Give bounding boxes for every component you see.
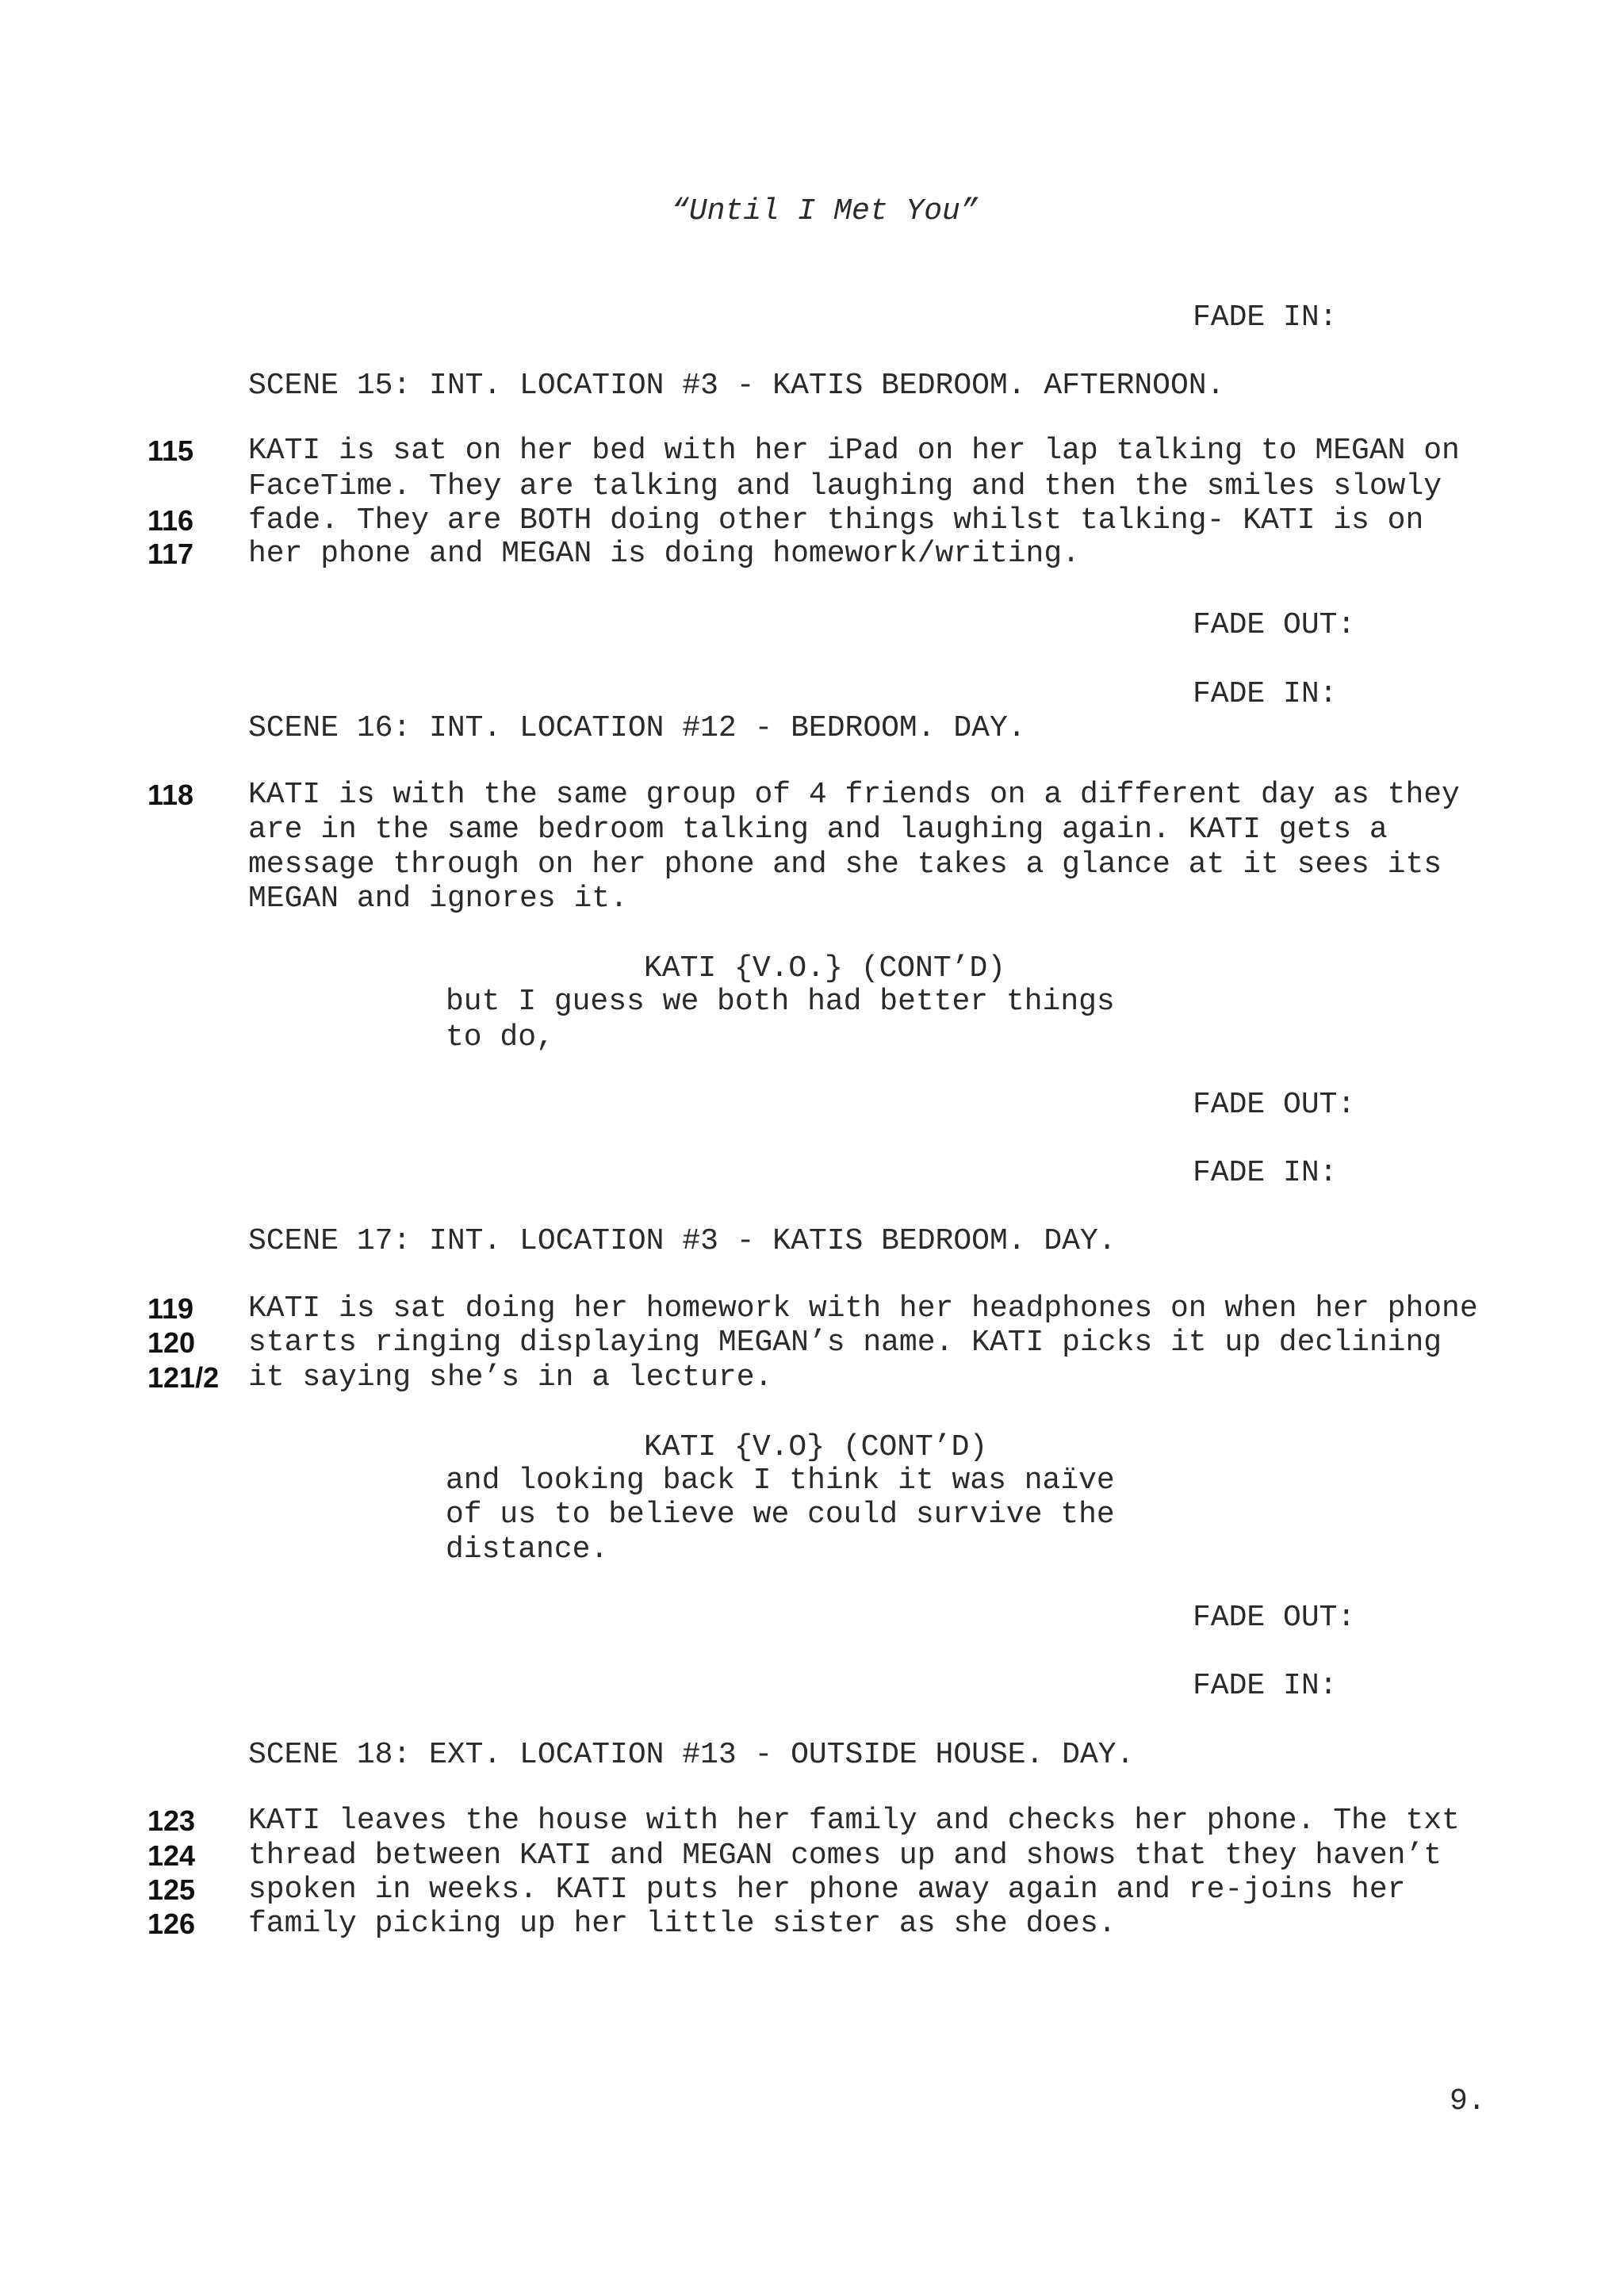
shot-number: 117 [147, 538, 194, 570]
shot-number: 120 [147, 1326, 196, 1359]
action-line: thread between KATI and MEGAN comes up and shows that they haven’t [248, 1839, 1442, 1873]
fade-out-transition: FADE OUT: [1193, 1088, 1356, 1122]
dialogue-line: distance. [446, 1533, 609, 1567]
fade-in-transition: FADE IN: [1193, 1156, 1338, 1190]
dialogue-line: to do, [446, 1020, 554, 1054]
scene-heading: SCENE 18: EXT. LOCATION #13 - OUTSIDE HOUSE. DAY. [248, 1738, 1135, 1772]
dialogue-line: but I guess we both had better things [446, 985, 1115, 1019]
action-line: fade. They are BOTH doing other things whilst talking- KATI is on [248, 503, 1424, 538]
scene-heading: SCENE 17: INT. LOCATION #3 - KATIS BEDROOM. DAY. [248, 1224, 1116, 1258]
action-line: starts ringing displaying MEGAN’s name. KATI picks it up declining [248, 1326, 1442, 1360]
shot-number: 118 [147, 779, 194, 811]
action-line: FaceTime. They are talking and laughing and then the smiles slowly [248, 469, 1442, 503]
action-line: KATI is sat doing her homework with her headphones on when her phone [248, 1292, 1478, 1326]
shot-number: 126 [147, 1908, 196, 1940]
character-cue: KATI {V.O.} (CONT’D) [644, 951, 1006, 985]
fade-in-transition: FADE IN: [1193, 300, 1338, 335]
action-line: are in the same bedroom talking and laughing again. KATI gets a [248, 813, 1388, 847]
action-line: spoken in weeks. KATI puts her phone away again and re-joins her [248, 1873, 1406, 1907]
action-line: KATI is sat on her bed with her iPad on her lap talking to MEGAN on [248, 434, 1460, 468]
action-line: MEGAN and ignores it. [248, 882, 628, 916]
fade-out-transition: FADE OUT: [1193, 1601, 1356, 1635]
dialogue-line: of us to believe we could survive the [446, 1498, 1115, 1532]
action-line: her phone and MEGAN is doing homework/writing. [248, 537, 1080, 571]
action-line: family picking up her little sister as she does. [248, 1907, 1116, 1941]
character-cue: KATI {V.O} (CONT’D) [644, 1430, 988, 1464]
shot-number: 115 [147, 434, 194, 467]
scene-heading: SCENE 16: INT. LOCATION #12 - BEDROOM. DAY. [248, 711, 1026, 745]
shot-number: 124 [147, 1839, 196, 1872]
fade-in-transition: FADE IN: [1193, 677, 1338, 711]
shot-number: 121/2 [147, 1361, 220, 1394]
page-number: 9. [1450, 2084, 1486, 2118]
action-line: message through on her phone and she takes a glance at it sees its [248, 848, 1442, 882]
shot-number: 123 [147, 1804, 196, 1837]
shot-number: 125 [147, 1873, 196, 1906]
script-title: “Until I Met You” [671, 194, 979, 228]
action-line: KATI leaves the house with her family and checks her phone. The txt [248, 1804, 1460, 1838]
shot-number: 116 [147, 504, 194, 537]
scene-heading: SCENE 15: INT. LOCATION #3 - KATIS BEDROOM. AFTERNOON. [248, 369, 1225, 403]
shot-number: 119 [147, 1292, 194, 1325]
fade-in-transition: FADE IN: [1193, 1669, 1338, 1703]
action-line: KATI is with the same group of 4 friends on a different day as they [248, 778, 1460, 812]
action-line: it saying she’s in a lecture. [248, 1360, 773, 1395]
dialogue-line: and looking back I think it was naïve [446, 1464, 1115, 1498]
fade-out-transition: FADE OUT: [1193, 608, 1356, 642]
